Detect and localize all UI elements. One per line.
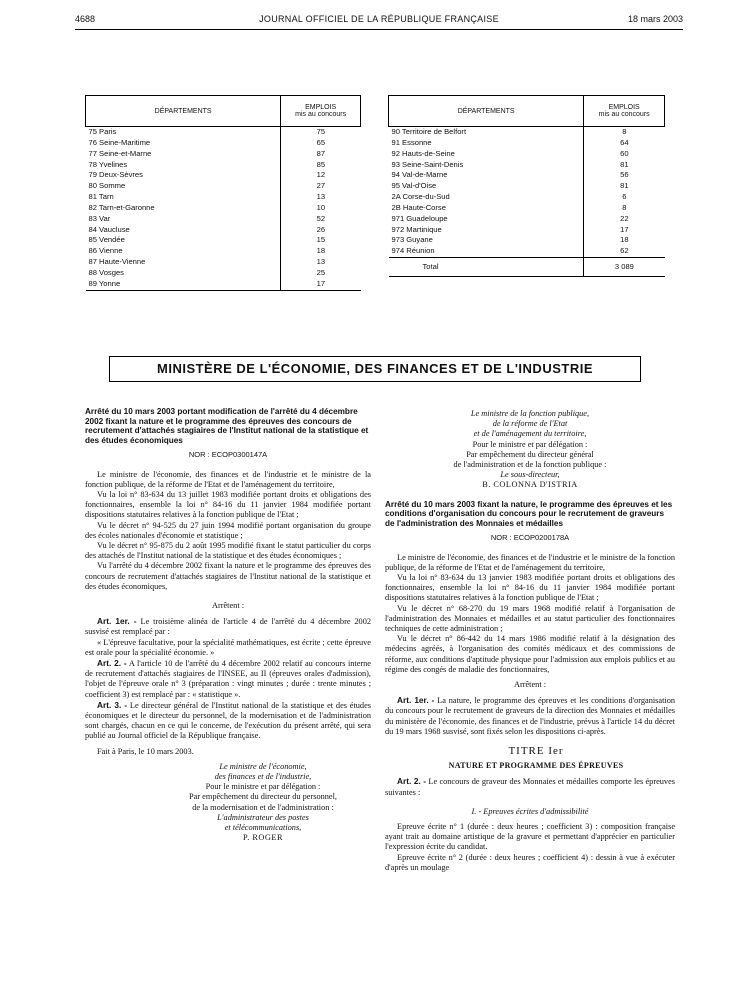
department-name: 75 Paris	[88, 127, 117, 136]
table-row	[86, 246, 361, 257]
table-row	[86, 214, 361, 225]
department-name: 82 Tarn-et-Garonne	[88, 202, 155, 212]
positions-count: 81	[584, 160, 665, 171]
left-article-2	[85, 658, 371, 700]
article-text: Le directeur général de l'Institut national de la statistique et des études économiques et le directeur du personnel, de la modernisation et de l'administration sont chargés, chacun en ce qui le concerne, de l'exécution du présent arrêté, qui sera publié au Journal officiel de la République française.	[85, 700, 371, 741]
titre-heading: TITRE Ier	[508, 745, 564, 758]
signature-line: Pour le ministre et par délégation :	[472, 439, 588, 449]
table-row	[86, 127, 361, 138]
col-header-emplois-line1: EMPLOIS	[305, 104, 337, 111]
department-name: 92 Hauts-de-Seine	[391, 148, 455, 158]
positions-count: 18	[584, 235, 665, 246]
article-text: La nature, le programme des épreuves et les conditions d'organisation du concours pour le recrutement de graveurs de la direction des Monnaies et médailles du ministère de l'économie, des finances et de l'industrie, prévus à l'article 14 du décret du 19 mars 1968 susvisé, sont fixés selon les dispositions ci-après.	[385, 696, 676, 736]
positions-count: 85	[281, 160, 361, 171]
department-name: 91 Essonne	[391, 137, 432, 147]
epreuve-2: Epreuve écrite n° 2 (durée : deux heures ; coefficient 4) : dessin à vue à exécuter d'après un moulage	[385, 852, 675, 872]
departments-table-right	[388, 95, 665, 277]
table-row	[389, 246, 665, 257]
article-text: Le concours de graveur des Monnaies et médailles comporte les épreuves suivantes :	[385, 777, 675, 797]
positions-count: 81	[584, 181, 665, 192]
left-para: Le ministre de l'économie, des finances et de l'industrie et le ministre de la fonction publique, de la réforme de l'Etat et de l'aménagement du territoire,	[85, 469, 371, 489]
left-para: Vu le décret n° 94-525 du 27 juin 1994 modifié portant organisation du groupe des écoles nationales d'économie et statistique ;	[85, 520, 371, 540]
col-header-emplois	[584, 96, 665, 127]
positions-count: 17	[584, 225, 665, 236]
positions-count: 65	[281, 138, 361, 149]
positions-count: 64	[584, 138, 665, 149]
signatory-name: P. ROGER	[243, 833, 283, 843]
table-row	[86, 257, 361, 268]
table-row	[86, 138, 361, 149]
departments-table-left	[85, 95, 361, 291]
department-name: 88 Vosges	[88, 267, 124, 277]
article-label: Art. 1er. -	[397, 695, 435, 706]
signature-line: Le sous-directeur,	[500, 470, 560, 480]
table-row	[86, 268, 361, 279]
article-label: Art. 1er. -	[97, 616, 137, 627]
table-row	[86, 170, 361, 181]
positions-count: 13	[281, 192, 361, 203]
table-row	[86, 235, 361, 246]
left-signed-place-date: Fait à Paris, le 10 mars 2003.	[97, 746, 194, 756]
positions-count: 13	[281, 257, 361, 268]
department-name: 2A Corse-du-Sud	[391, 192, 450, 202]
department-name: 90 Territoire de Belfort	[391, 127, 467, 136]
right-arretent: Arrêtent :	[513, 680, 547, 690]
table-row	[86, 181, 361, 192]
ministry-banner: MINISTÈRE DE L'ÉCONOMIE, DES FINANCES ET DE L'INDUSTRIE	[109, 356, 641, 382]
article-label: Art. 3. -	[97, 699, 128, 710]
signature-line: Le ministre de l'économie,	[219, 761, 307, 771]
positions-count: 12	[281, 170, 361, 181]
col-header-departements: DÉPARTEMENTS	[389, 96, 584, 127]
positions-count: 10	[281, 203, 361, 214]
left-column	[85, 407, 371, 843]
left-article-1	[85, 616, 371, 637]
article-text: Le troisième alinéa de l'article 4 de l'arrêté du 4 décembre 2002 susvisé est remplacé par :	[85, 617, 372, 637]
department-name: 83 Var	[88, 213, 111, 223]
positions-count: 87	[281, 149, 361, 160]
table-row	[389, 181, 665, 192]
col-header-departements: DÉPARTEMENTS	[86, 96, 281, 127]
epreuve-1: Epreuve écrite n° 1 (durée : deux heures ; coefficient 3) : composition française ayant trait au domaine artistique de la gravure et permettant d'apprécier en particulier l'expression écrite du candidat.	[385, 822, 675, 852]
table-row	[389, 192, 665, 203]
journal-title: JOURNAL OFFICIEL DE LA RÉPUBLIQUE FRANÇAISE	[259, 14, 499, 24]
page-number: 4688	[75, 14, 96, 24]
signature-line: des finances et de l'industrie,	[214, 772, 312, 782]
signature-line: Par empêchement du directeur du personnel,	[189, 792, 337, 802]
table-row	[389, 235, 665, 246]
positions-count: 60	[584, 149, 665, 160]
department-name: 2B Haute-Corse	[391, 202, 446, 212]
left-para: Vu le décret n° 95-875 du 2 août 1995 modifié fixant le statut particulier du corps des attachés de l'Institut national de la statistique et des études économiques ;	[85, 541, 371, 561]
positions-count: 8	[584, 127, 665, 138]
table-row	[86, 225, 361, 236]
positions-count: 18	[281, 246, 361, 257]
table-row	[86, 160, 361, 171]
department-name: 972 Martinique	[391, 224, 442, 234]
positions-count: 26	[281, 225, 361, 236]
positions-count: 25	[281, 268, 361, 279]
department-name: 89 Yonne	[86, 279, 281, 290]
table-row	[86, 192, 361, 203]
department-name: 94 Val-de-Marne	[391, 170, 448, 180]
signature-line: de la modernisation et de l'administration :	[192, 802, 334, 812]
department-name: 76 Seine-Maritime	[88, 137, 151, 147]
signature-line: Le ministre de la fonction publique,	[470, 409, 590, 418]
signature-line: L'administrateur des postes	[217, 812, 309, 822]
left-article-1-quote: « L'épreuve facultative, pour la spécialité mathématiques, est écrite ; cette épreuve est orale pour la spécialité économie. »	[85, 637, 371, 657]
department-name: 84 Vaucluse	[88, 224, 130, 234]
total-label: Total	[389, 258, 584, 277]
table-row	[389, 214, 665, 225]
table-row	[389, 225, 665, 236]
right-para: Vu le décret n° 68-270 du 19 mars 1968 modifié relatif à l'organisation de l'administration des Monnaies et médailles et au statut particulier des fonctionnaires techniques de cette administration ;	[385, 603, 675, 634]
positions-count: 15	[281, 235, 361, 246]
department-name: 95 Val-d'Oise	[391, 181, 437, 191]
department-name: 77 Seine-et-Marne	[88, 148, 152, 158]
right-decree-title: Arrêté du 10 mars 2003 fixant la nature, le programme des épreuves et les conditions d'organisation du concours pour le recrutement de graveurs de l'administration des Monnaies et médailles	[385, 499, 673, 528]
department-name: 87 Haute-Vienne	[88, 257, 146, 267]
signature-line: et de l'aménagement du territoire,	[473, 429, 587, 439]
page-header	[75, 14, 683, 28]
right-column	[385, 409, 675, 873]
department-name: 93 Seine-Saint-Denis	[391, 159, 464, 169]
left-article-3	[85, 700, 371, 742]
table-row	[86, 279, 361, 290]
right-para: Le ministre de l'économie, des finances et de l'industrie et le ministre de la fonction publique, de la réforme de l'Etat et de l'aménagement du territoire,	[385, 552, 675, 572]
department-name: 971 Guadeloupe	[391, 213, 448, 223]
department-name: 81 Tarn	[88, 192, 114, 202]
col-header-emplois-line2: mis au concours	[295, 111, 347, 118]
positions-count: 6	[584, 192, 665, 203]
table-row	[389, 138, 665, 149]
left-para: Vu l'arrêté du 4 décembre 2002 fixant la nature et le programme des épreuves des concours de recrutement d'attachés stagiaires de l'Institut national de la statistique et des études économiques,	[85, 561, 371, 591]
right-nor: NOR : ECOP0200178A	[490, 533, 570, 543]
left-para: Vu la loi n° 83-634 du 13 juillet 1983 modifiée portant droits et obligations des fonctionnaires, ensemble la loi n° 84-16 du 11 janvier 1984 modifiée portant dispositions statutaires relatives à la fonction publique de l'Etat ;	[85, 489, 371, 520]
table-row	[389, 149, 665, 160]
section-heading: I. - Epreuves écrites d'admissibilité	[471, 806, 589, 816]
signature-line: et télécommunications,	[224, 823, 302, 833]
department-name: 78 Yvelines	[88, 159, 128, 169]
article-label: Art. 2. -	[97, 658, 127, 669]
table-row	[86, 149, 361, 160]
left-arretent: Arrêtent :	[211, 601, 245, 611]
signature-line: Par empêchement du directeur général	[466, 449, 594, 459]
positions-count: 62	[584, 246, 665, 257]
right-article-2	[385, 776, 675, 797]
table-row	[389, 127, 665, 138]
positions-count: 56	[584, 170, 665, 181]
left-decree-title: Arrêté du 10 mars 2003 portant modification de l'arrêté du 4 décembre 2002 fixant la nature et le programme des épreuves des concours de recrutement d'attachés stagiaires de l'Institut national de la statistique et des études économiques	[85, 407, 369, 445]
department-name: 85 Vendée	[88, 235, 125, 245]
department-name: 86 Vienne	[88, 246, 123, 256]
right-article-1	[385, 695, 675, 737]
positions-count: 75	[281, 127, 361, 138]
col-header-emplois-line2: mis au concours	[598, 111, 650, 118]
right-para: Vu le décret n° 86-442 du 14 mars 1986 modifié relatif à la désignation des médecins agréés, à l'organisation des comités médicaux et des commissions de réforme, aux conditions d'aptitude physique pour l'admission aux emplois publics et au régime des congés de maladie des fonctionnaires,	[385, 634, 675, 674]
article-text: A l'article 10 de l'arrêté du 4 décembre 2002 relatif au concours interne de recrutement d'attachés stagiaires de l'INSEE, au II (épreuves orales d'admission), l'objet de l'épreuve orale n° 3 (préparation : vingt minutes ; durée : trente minutes ; coefficient 3) est remplacé par : « statistique ».	[85, 659, 371, 699]
table-row	[389, 170, 665, 181]
article-label: Art. 2. -	[397, 776, 427, 787]
issue-date: 18 mars 2003	[627, 14, 683, 24]
table-row	[86, 203, 361, 214]
total-value: 3 089	[584, 258, 665, 277]
table-row	[389, 203, 665, 214]
department-name: 80 Somme	[88, 181, 126, 191]
table-row	[389, 160, 665, 171]
header-rule	[75, 29, 683, 30]
positions-count: 27	[281, 181, 361, 192]
nature-heading: NATURE ET PROGRAMME DES ÉPREUVES	[448, 761, 624, 771]
col-header-emplois-line1: EMPLOIS	[608, 104, 640, 111]
left-nor: NOR : ECOP0300147A	[188, 450, 268, 460]
signature-line: de la réforme de l'Etat	[492, 419, 568, 429]
positions-count: 22	[584, 214, 665, 225]
positions-count: 17	[281, 279, 361, 290]
department-name: 974 Réunion	[391, 246, 435, 256]
signature-line: de l'administration et de la fonction publique :	[453, 460, 607, 470]
positions-count: 8	[584, 203, 665, 214]
signatory-name: B. COLONNA D'ISTRIA	[482, 480, 578, 490]
right-para: Vu la loi n° 83-634 du 13 janvier 1983 modifiée portant droits et obligations des fonctionnaires, ensemble la loi n° 84-16 du 11 janvier 1984 modifiée portant dispositions statutaires relatives à la fonction publique de l'Etat ;	[385, 573, 675, 603]
department-name: 973 Guyane	[391, 235, 433, 245]
department-name: 79 Deux-Sèvres	[88, 170, 143, 180]
signature-line: Pour le ministre et par délégation :	[205, 782, 321, 792]
positions-count: 52	[281, 214, 361, 225]
col-header-emplois	[281, 96, 361, 127]
